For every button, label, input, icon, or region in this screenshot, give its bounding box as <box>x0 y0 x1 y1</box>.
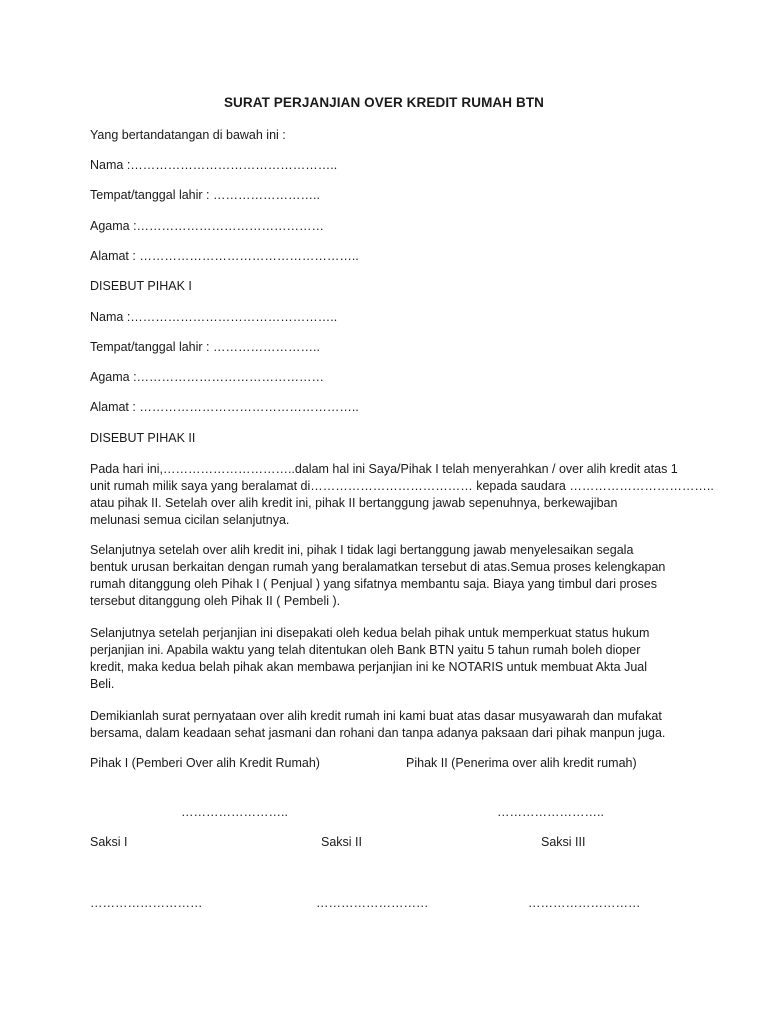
paragraph-line: atau pihak II. Setelah over alih kredit ini, pihak II bertanggung jawab sepenuhnya, berkewajiban <box>90 496 618 510</box>
paragraph-line: rumah ditanggung oleh Pihak I ( Penjual ) yang sifatnya membantu saja. Biaya yang timbul dari proses <box>90 577 657 591</box>
pihak1-ttl-field: Tempat/tanggal lahir : …………………….. <box>90 188 320 202</box>
pihak2-signature-line: …………………….. <box>497 805 604 819</box>
pihak2-label: DISEBUT PIHAK II <box>90 431 196 445</box>
saksi3-label: Saksi III <box>541 835 586 849</box>
paragraph-line: Selanjutnya setelah over alih kredit ini, pihak I tidak lagi bertanggung jawab menyelesaikan segala <box>90 543 634 557</box>
paragraph-line: Demikianlah surat pernyataan over alih kredit rumah ini kami buat atas dasar musyawarah dan mufakat <box>90 709 662 723</box>
saksi2-signature-line: ……………………… <box>316 896 429 910</box>
pihak1-signature-line: …………………….. <box>181 805 288 819</box>
paragraph-line: Pada hari ini,…………………………..dalam hal ini Saya/Pihak I telah menyerahkan / over alih kredit atas 1 <box>90 462 678 476</box>
pihak2-agama-field: Agama :……………………………………… <box>90 370 325 384</box>
paragraph-line: Selanjutnya setelah perjanjian ini disepakati oleh kedua belah pihak untuk memperkuat status hukum <box>90 626 650 640</box>
pihak1-nama-field: Nama :………………………………………….. <box>90 158 338 172</box>
pihak1-signature-label: Pihak I (Pemberi Over alih Kredit Rumah) <box>90 756 320 770</box>
intro-text: Yang bertandatangan di bawah ini : <box>90 128 286 142</box>
paragraph-1 <box>90 461 714 529</box>
saksi2-label: Saksi II <box>321 835 362 849</box>
paragraph-line: kredit, maka kedua belah pihak akan membawa perjanjian ini ke NOTARIS untuk membuat Akta Jual <box>90 660 648 674</box>
paragraph-line: perjanjian ini. Apabila waktu yang telah ditentukan oleh Bank BTN yaitu 5 tahun rumah boleh dioper <box>90 643 641 657</box>
paragraph-line: bentuk urusan berkaitan dengan rumah yang beralamatkan tersebut di atas.Semua proses kelengkapan <box>90 560 666 574</box>
paragraph-4 <box>90 708 680 742</box>
document-title: SURAT PERJANJIAN OVER KREDIT RUMAH BTN <box>223 95 545 110</box>
pihak1-alamat-field: Alamat : …………………………………………….. <box>90 249 359 263</box>
pihak1-label: DISEBUT PIHAK I <box>90 279 192 293</box>
paragraph-2 <box>90 542 680 610</box>
paragraph-line: bersama, dalam keadaan sehat jasmani dan rohani dan tanpa adanya paksaan dari pihak manpun juga. <box>90 726 666 740</box>
saksi1-label: Saksi I <box>90 835 128 849</box>
paragraph-3 <box>90 625 680 693</box>
paragraph-line: melunasi semua cicilan selanjutnya. <box>90 513 290 527</box>
pihak1-agama-field: Agama :……………………………………… <box>90 219 325 233</box>
pihak2-ttl-field: Tempat/tanggal lahir : …………………….. <box>90 340 320 354</box>
pihak2-signature-label: Pihak II (Penerima over alih kredit rumah) <box>406 756 637 770</box>
pihak2-alamat-field: Alamat : …………………………………………….. <box>90 400 359 414</box>
saksi3-signature-line: ……………………… <box>528 896 641 910</box>
saksi1-signature-line: ……………………… <box>90 896 203 910</box>
paragraph-line: unit rumah milik saya yang beralamat di………………………………… kepada saudara …………………………….. <box>90 479 714 493</box>
paragraph-line: tersebut ditanggung oleh Pihak II ( Pembeli ). <box>90 594 341 608</box>
pihak2-nama-field: Nama :………………………………………….. <box>90 310 338 324</box>
paragraph-line: Beli. <box>90 677 115 691</box>
